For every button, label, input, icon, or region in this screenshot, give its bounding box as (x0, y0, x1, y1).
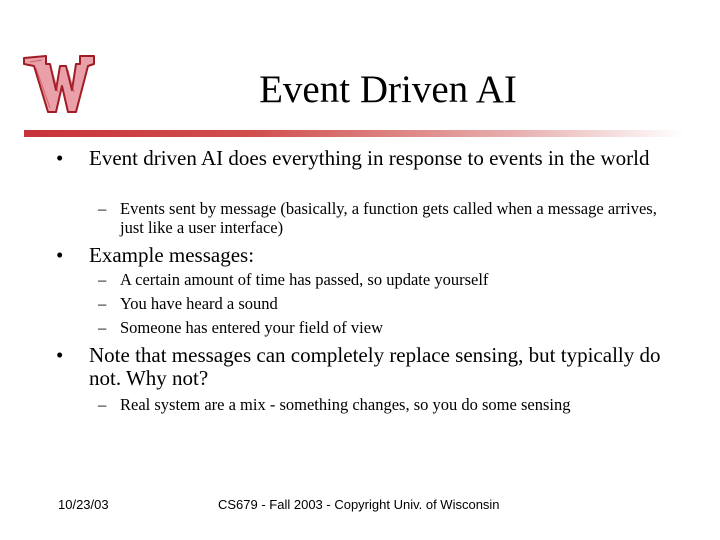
bullet-marker: • (56, 146, 64, 170)
dash-marker: – (98, 318, 107, 337)
sub-bullet-text: A certain amount of time has passed, so update yourself (120, 270, 489, 289)
sub-bullet-text: Someone has entered your field of view (120, 318, 384, 337)
sub-bullet-text: Real system are a mix - something changes, so you do some sensing (120, 395, 571, 414)
bullet-marker: • (56, 243, 64, 267)
bullet-text: Event driven AI does everything in response to events in the world (89, 146, 650, 170)
slide-title: Event Driven AI (259, 68, 517, 111)
bullet-text: Example messages: (89, 243, 255, 267)
sub-bullet-text: Events sent by message (basically, a function gets called when a message arrives, just like a user interface) (120, 199, 657, 237)
sub-bullet-text: You have heard a sound (120, 294, 278, 313)
dash-marker: – (98, 294, 107, 313)
footer-course: CS679 - Fall 2003 - Copyright Univ. of Wisconsin (218, 497, 500, 512)
bullet-text: Note that messages can completely replace sensing, but typically do not. Why not? (89, 343, 661, 390)
dash-marker: – (98, 199, 107, 218)
bullet-marker: • (56, 343, 64, 367)
footer-date: 10/23/03 (58, 497, 109, 512)
dash-marker: – (98, 395, 107, 414)
dash-marker: – (98, 270, 107, 289)
